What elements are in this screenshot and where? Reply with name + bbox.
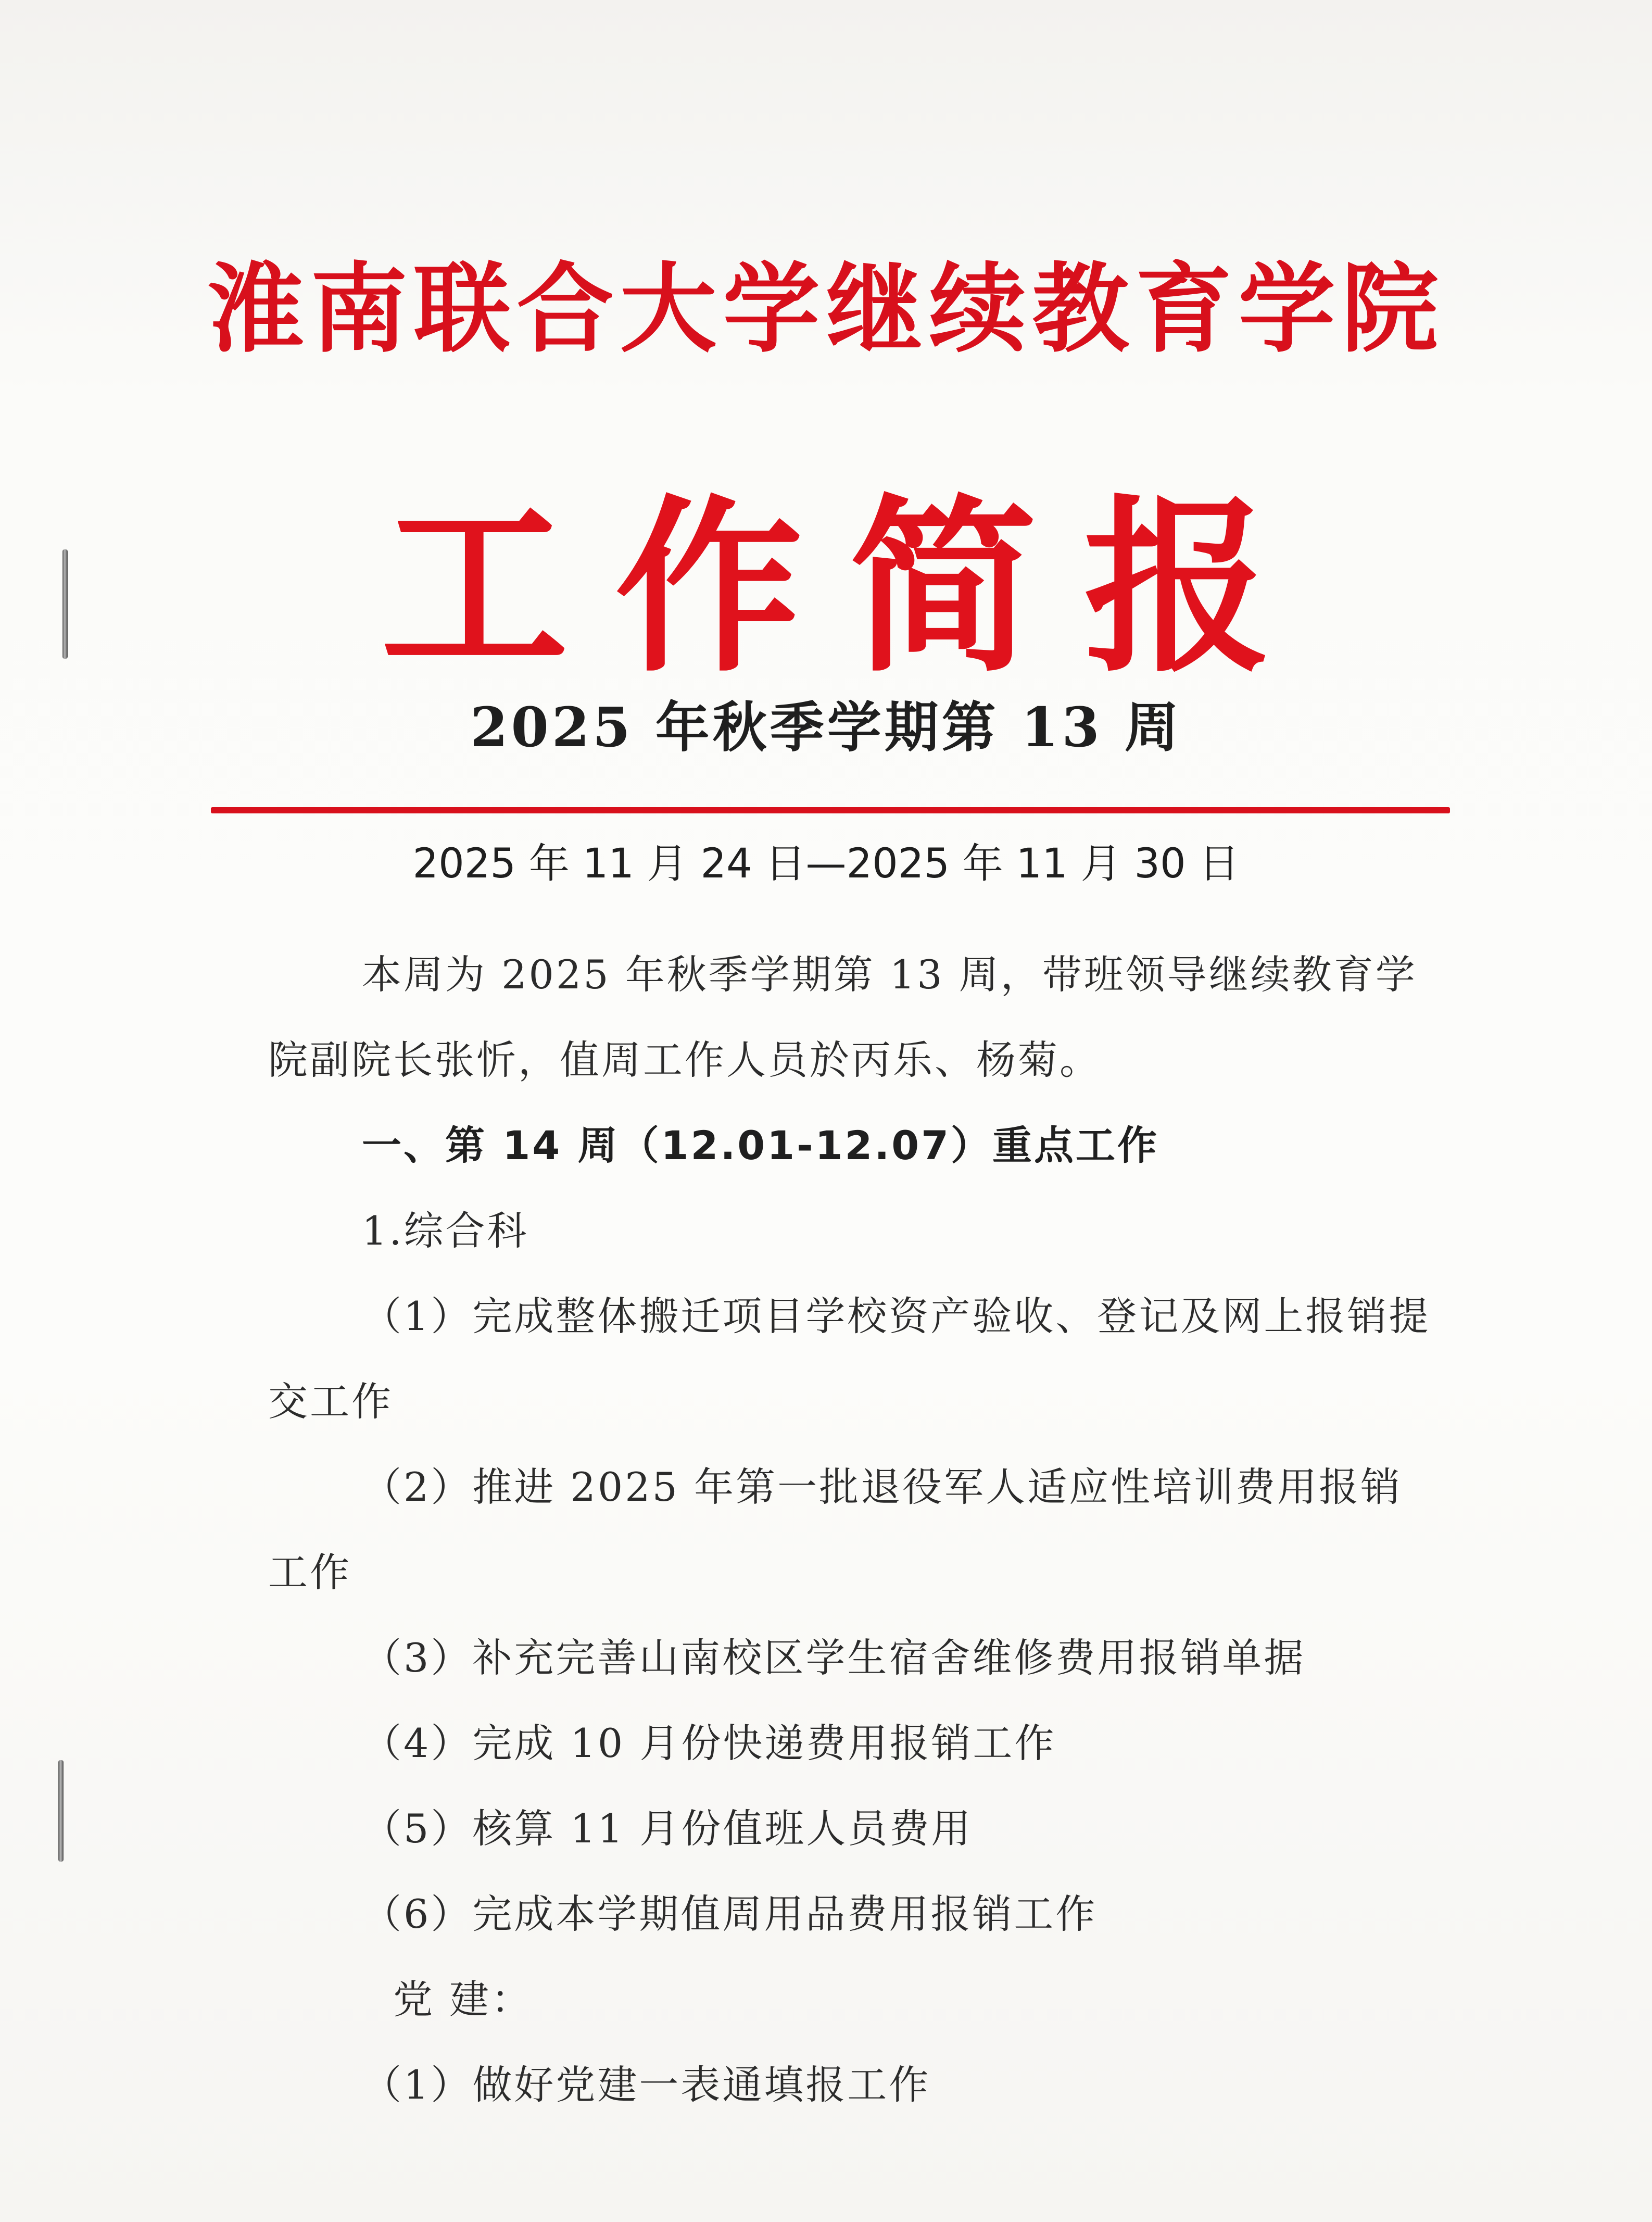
work-item: （3）补充完善山南校区学生宿舍维修费用报销单据: [362, 1635, 1306, 1681]
report-subtitle: 2025 年秋季学期第 13 周: [470, 695, 1182, 759]
work-item: （6）完成本学期值周用品费用报销工作: [362, 1891, 1098, 1937]
date-range: 2025 年 11 月 24 日—2025 年 11 月 30 日: [412, 840, 1240, 887]
intro-paragraph: 本周为 2025 年秋季学期第 13 周，带班领导继续教育学院副院长张忻，值周工作人员於丙乐、杨菊。: [268, 951, 1417, 1083]
section-heading: 一、第 14 周（12.01-12.07）重点工作: [362, 1122, 1159, 1169]
report-title: 工作简报: [381, 479, 1318, 697]
organization-title: 淮南联合大学继续教育学院: [207, 252, 1445, 366]
staple: [58, 1760, 64, 1862]
work-item: （5）核算 11 月份值班人员费用: [362, 1805, 973, 1852]
party-item: （1）做好党建一表通填报工作: [362, 2062, 931, 2108]
work-item: （1）完成整体搬迁项目学校资产验收、登记及网上报销提交工作: [268, 1293, 1431, 1425]
work-item: （2）推进 2025 年第一批退役军人适应性培训费用报销工作: [268, 1464, 1403, 1596]
report-body: [268, 932, 1434, 2128]
party-heading: 党 建：: [393, 1976, 533, 2023]
red-divider-line: [211, 807, 1450, 813]
work-item: （4）完成 10 月份快递费用报销工作: [362, 1720, 1056, 1766]
subsection-heading: 1.综合科: [362, 1208, 529, 1254]
